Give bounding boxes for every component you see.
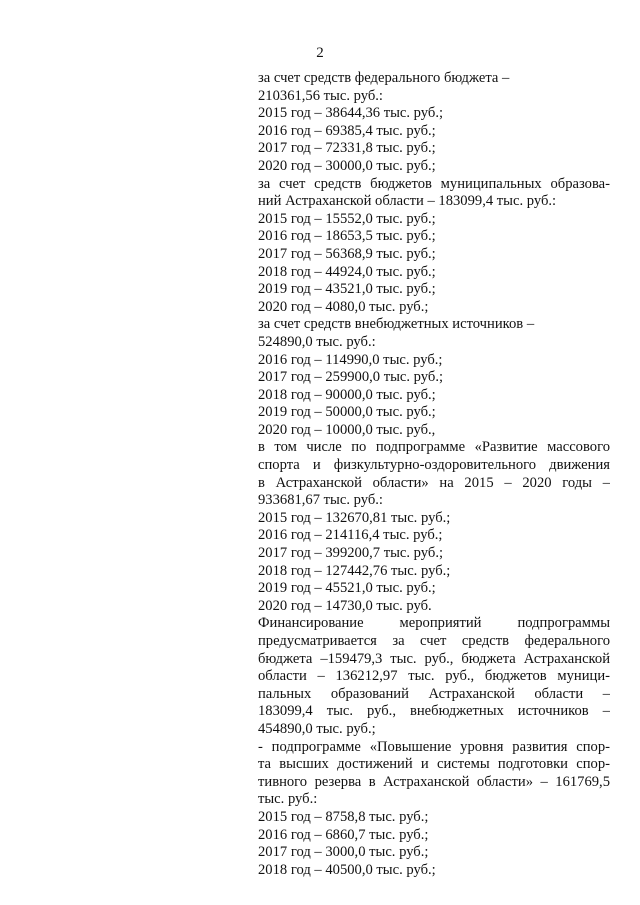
text-line: тыс. руб.: (258, 791, 318, 808)
text-line: предусматривается за счет средств федерального (258, 633, 610, 649)
text-line: пальных образований Астраханской области – (258, 685, 610, 702)
text-line: 2017 год – 259900,0 тыс. руб.; (258, 369, 444, 386)
text-line: 2020 год – 14730,0 тыс. руб. (258, 597, 432, 614)
text-line: 2016 год – 18653,5 тыс. руб.; (258, 228, 436, 245)
text-line: 524890,0 тыс. руб.: (258, 333, 376, 350)
text-line: 210361,56 тыс. руб.: (258, 87, 383, 104)
text-line: 2018 год – 44924,0 тыс. руб.; (258, 263, 436, 280)
text-line: в Астраханской области» на 2015 – 2020 годы – (258, 474, 610, 491)
document-body (258, 70, 610, 879)
text-line: 2015 год – 8758,8 тыс. руб.; (258, 808, 429, 825)
text-line: в том числе по подпрограмме «Развитие массового (258, 439, 610, 456)
text-line: бюджета –159479,3 тыс. руб., бюджета Астраханской (258, 650, 610, 667)
text-line: 454890,0 тыс. руб.; (258, 720, 376, 737)
text-line: Финансирование мероприятий подпрограммы (258, 615, 610, 632)
text-line: 2017 год – 72331,8 тыс. руб.; (258, 140, 436, 157)
page-number: 2 (316, 45, 324, 61)
text-line: за счет средств федерального бюджета – (258, 70, 510, 86)
text-line: 2020 год – 4080,0 тыс. руб.; (258, 298, 429, 315)
text-line: 2019 год – 45521,0 тыс. руб.; (258, 580, 436, 597)
text-line: 2015 год – 38644,36 тыс. руб.; (258, 105, 444, 122)
text-line: 2016 год – 114990,0 тыс. руб.; (258, 351, 443, 368)
text-line: - подпрограмме «Повышение уровня развития спор- (258, 738, 610, 755)
text-line: 2018 год – 90000,0 тыс. руб.; (258, 386, 436, 403)
text-line: 2017 год – 56368,9 тыс. руб.; (258, 245, 436, 262)
text-line: 2016 год – 69385,4 тыс. руб.; (258, 122, 436, 139)
text-line: 183099,4 тыс. руб., внебюджетных источников – (258, 703, 610, 720)
text-line: за счет средств бюджетов муниципальных образова- (258, 175, 610, 192)
text-line: 2020 год – 10000,0 тыс. руб., (258, 421, 436, 438)
text-line: 2017 год – 3000,0 тыс. руб.; (258, 844, 429, 861)
text-line: 2017 год – 399200,7 тыс. руб.; (258, 545, 444, 562)
text-line: 2015 год – 132670,81 тыс. руб.; (258, 509, 451, 526)
text-line: та высших достижений и системы подготовки спор- (258, 756, 610, 773)
text-line: за счет средств внебюджетных источников – (258, 316, 535, 333)
text-line: 2015 год – 15552,0 тыс. руб.; (258, 210, 436, 227)
text-line: 2019 год – 50000,0 тыс. руб.; (258, 404, 436, 421)
text-line: 2016 год – 214116,4 тыс. руб.; (258, 527, 443, 544)
text-line: 2020 год – 30000,0 тыс. руб.; (258, 157, 436, 174)
text-line: 2018 год – 40500,0 тыс. руб.; (258, 861, 436, 878)
text-line: 2016 год – 6860,7 тыс. руб.; (258, 826, 429, 843)
text-line: 2018 год – 127442,76 тыс. руб.; (258, 562, 451, 579)
text-line: 933681,67 тыс. руб.: (258, 492, 383, 509)
text-line: 2019 год – 43521,0 тыс. руб.; (258, 281, 436, 298)
text-line: области – 136212,97 тыс. руб., бюджетов муници- (258, 668, 610, 685)
text-line: тивного резерва в Астраханской области» – 161769,5 (258, 773, 610, 790)
text-line: ний Астраханской области – 183099,4 тыс. руб.: (258, 193, 557, 210)
text-line: спорта и физкультурно-оздоровительного движения (258, 457, 610, 474)
